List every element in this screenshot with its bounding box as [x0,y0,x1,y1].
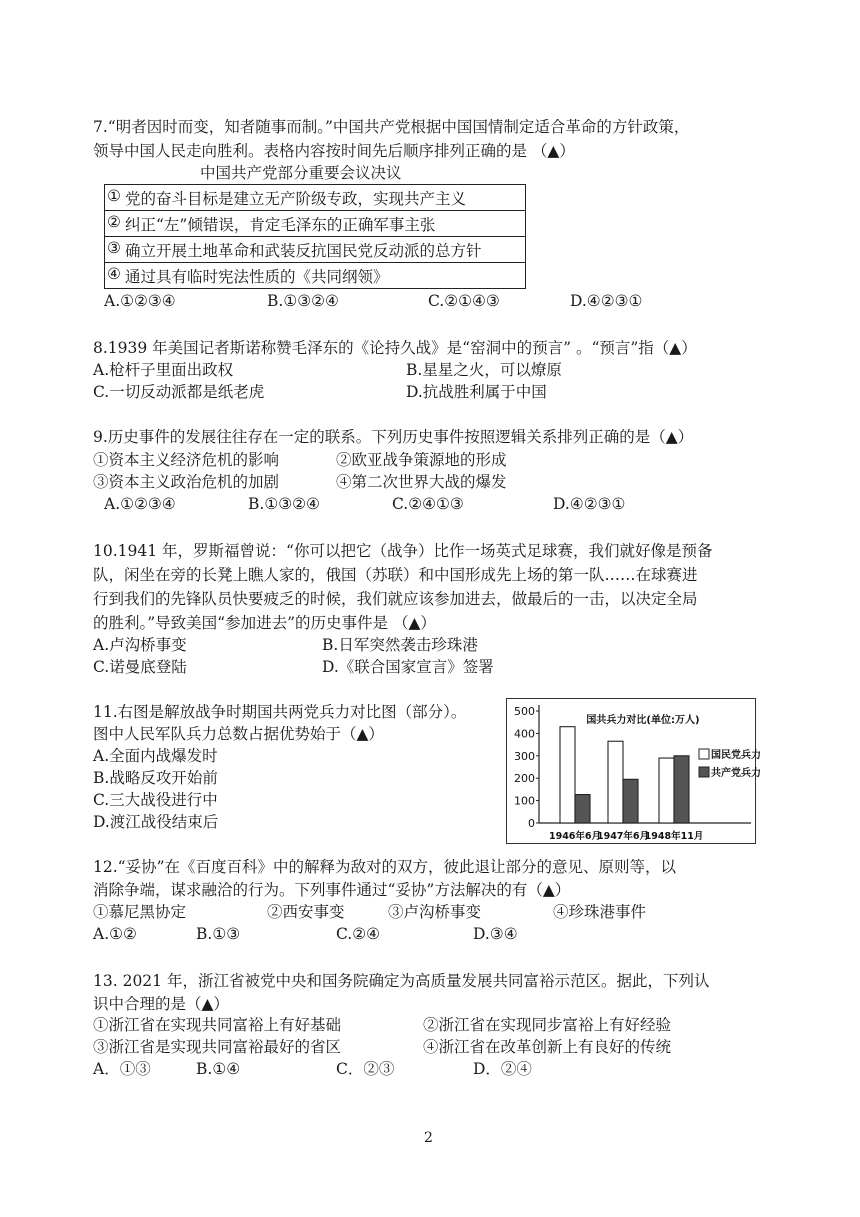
q10-stem-line3: 行到我们的先锋队员快要疲乏的时候，我们就应该参加进去，做最后的一击，以决定全局 [93,590,698,608]
legend-label: 共产党兵力 [711,768,761,779]
q7-table-title: 中国共产党部分重要会议决议 [200,164,402,182]
row-text: 确立开展土地革命和武装反抗国民党反动派的总方针 [125,241,482,260]
q9-option-b[interactable]: B.①③②④ [248,495,320,513]
q9-stem: 9.历史事件的发展往往存在一定的联系。下列历史事件按照逻辑关系排列正确的是（▲） [93,428,694,446]
q10-option-a[interactable]: A.卢沟桥事变 [93,636,187,654]
q12-option-a[interactable]: A.①② [93,925,137,943]
q11-option-c[interactable]: C.三大战役进行中 [93,791,218,809]
q10-option-c[interactable]: C.诺曼底登陆 [93,658,187,676]
q12-stem-line1: 12.“妥协”在《百度百科》中的解释为敌对的双方，彼此退让部分的意见、原则等，以 [93,858,677,876]
page-number: 2 [424,1130,433,1146]
x-tick-label: 1946年6月 [548,831,602,842]
legend-swatch [699,767,709,777]
q11-stem-line2: 图中人民军队兵力总数占据优势始于（▲） [93,725,384,743]
q11-option-d[interactable]: D.渡江战役结束后 [93,813,219,831]
row-text: 通过具有临时宪法性质的《共同纲领》 [125,267,389,286]
q12-option-c[interactable]: C.②④ [336,925,381,943]
q12-item-3: ③卢沟桥事变 [388,903,482,921]
q8-stem: 8.1939 年美国记者斯诺称赞毛泽东的《论持久战》是“窑洞中的预言” 。“预言”指（▲） [93,339,697,357]
row-number: ① [107,187,121,205]
y-tick-label: 300 [514,749,535,763]
q12-option-b[interactable]: B.①③ [196,925,241,943]
q8-option-b[interactable]: B.星星之火，可以燎原 [406,361,562,379]
y-tick-label: 200 [514,772,535,786]
q12-item-4: ④珍珠港事件 [553,903,647,921]
q9-option-d[interactable]: D.④②③① [553,495,626,513]
row-text: 纠正“左”倾错误，肯定毛泽东的正确军事主张 [125,215,436,234]
q12-item-1: ①慕尼黑协定 [93,903,187,921]
q9-item-2: ②欧亚战争策源地的形成 [336,451,507,469]
q13-option-a[interactable]: A．①③ [93,1060,151,1078]
table-row [105,185,526,211]
q10-stem-line4: 的胜利。”导致美国“参加进去”的历史事件是 （▲） [93,614,436,632]
bar-cpc [575,795,590,823]
q7-option-d[interactable]: D.④②③① [570,292,643,310]
bar-kmt [659,758,674,823]
legend-swatch [699,749,709,759]
bar-cpc [623,779,638,823]
q10-stem-line1: 10.1941 年，罗斯福曾说：“你可以把它（战争）比作一场英式足球赛，我们就好像是预备 [93,542,713,560]
row-text: 党的奋斗目标是建立无产阶级专政，实现共产主义 [125,189,467,208]
q11-option-a[interactable]: A.全面内战爆发时 [93,747,218,765]
q13-item-2: ②浙江省在实现同步富裕上有好经验 [423,1016,672,1034]
q13-option-c[interactable]: C．②③ [336,1060,395,1078]
q9-option-a[interactable]: A.①②③④ [104,495,176,513]
q10-stem-line2: 队，闲坐在旁的长凳上瞧人家的，俄国（苏联）和中国形成先上场的第一队……在球赛进 [93,566,698,584]
q11-stem-line1: 11.右图是解放战争时期国共两党兵力对比图（部分）。 [93,703,467,721]
q12-stem-line2: 消除争端，谋求融洽的行为。下列事件通过“妥协”方法解决的有（▲） [93,881,571,899]
q13-stem-line2: 识中合理的是（▲） [93,995,229,1013]
table-row [105,237,526,263]
q8-option-a[interactable]: A.枪杆子里面出政权 [93,361,234,379]
chart-title: 国共兵力对比(单位:万人) [586,715,700,726]
x-tick-label: 1948年11月 [644,831,704,842]
q13-item-1: ①浙江省在实现共同富裕上有好基础 [93,1016,342,1034]
q7-option-b[interactable]: B.①③②④ [267,292,339,310]
legend-label: 国民党兵力 [711,750,761,761]
bar-kmt [608,741,623,823]
q9-item-4: ④第二次世界大战的爆发 [336,473,507,491]
bar-cpc [674,756,689,823]
q10-option-b[interactable]: B.日军突然袭击珍珠港 [322,636,478,654]
bar-kmt [560,727,575,823]
table-row [105,211,526,237]
q13-stem-line1: 13. 2021 年，浙江省被党中央和国务院确定为高质量发展共同富裕示范区。据此，下列认 [93,972,710,990]
q7-option-a[interactable]: A.①②③④ [104,292,176,310]
q7-stem-line1: 7.“明者因时而变，知者随事而制。”中国共产党根据中国国情制定适合革命的方针政策， [93,118,690,136]
table-row [105,263,526,289]
q11-option-b[interactable]: B.战略反攻开始前 [93,769,218,787]
q13-option-d[interactable]: D．②④ [473,1060,532,1078]
y-tick-label: 500 [514,705,535,718]
q13-item-3: ③浙江省是实现共同富裕最好的省区 [93,1038,342,1056]
row-number: ② [107,213,121,231]
q12-option-d[interactable]: D.③④ [473,925,518,943]
q13-item-4: ④浙江省在改革创新上有良好的传统 [423,1038,672,1056]
x-tick-label: 1947年6月 [596,831,650,842]
chart-canvas [507,699,761,843]
q12-item-2: ②西安事变 [267,903,345,921]
q10-option-d[interactable]: D.《联合国家宣言》签署 [322,658,494,676]
y-tick-label: 100 [514,794,535,808]
q7-option-c[interactable]: C.②①④③ [428,292,500,310]
y-tick-label: 0 [528,817,535,830]
q9-item-1: ①资本主义经济危机的影响 [93,451,280,469]
row-number: ③ [107,239,121,257]
q7-resolution-table [104,184,526,289]
force-comparison-chart [506,698,761,844]
q8-option-d[interactable]: D.抗战胜利属于中国 [406,383,547,401]
q9-option-c[interactable]: C.②④①③ [392,495,464,513]
q8-option-c[interactable]: C.一切反动派都是纸老虎 [93,383,265,401]
q7-stem-line2: 领导中国人民走向胜利。表格内容按时间先后顺序排列正确的是 （▲） [93,142,575,160]
q9-item-3: ③资本主义政治危机的加剧 [93,473,280,491]
q13-option-b[interactable]: B.①④ [196,1060,241,1078]
row-number: ④ [107,265,121,283]
y-tick-label: 400 [514,727,535,741]
